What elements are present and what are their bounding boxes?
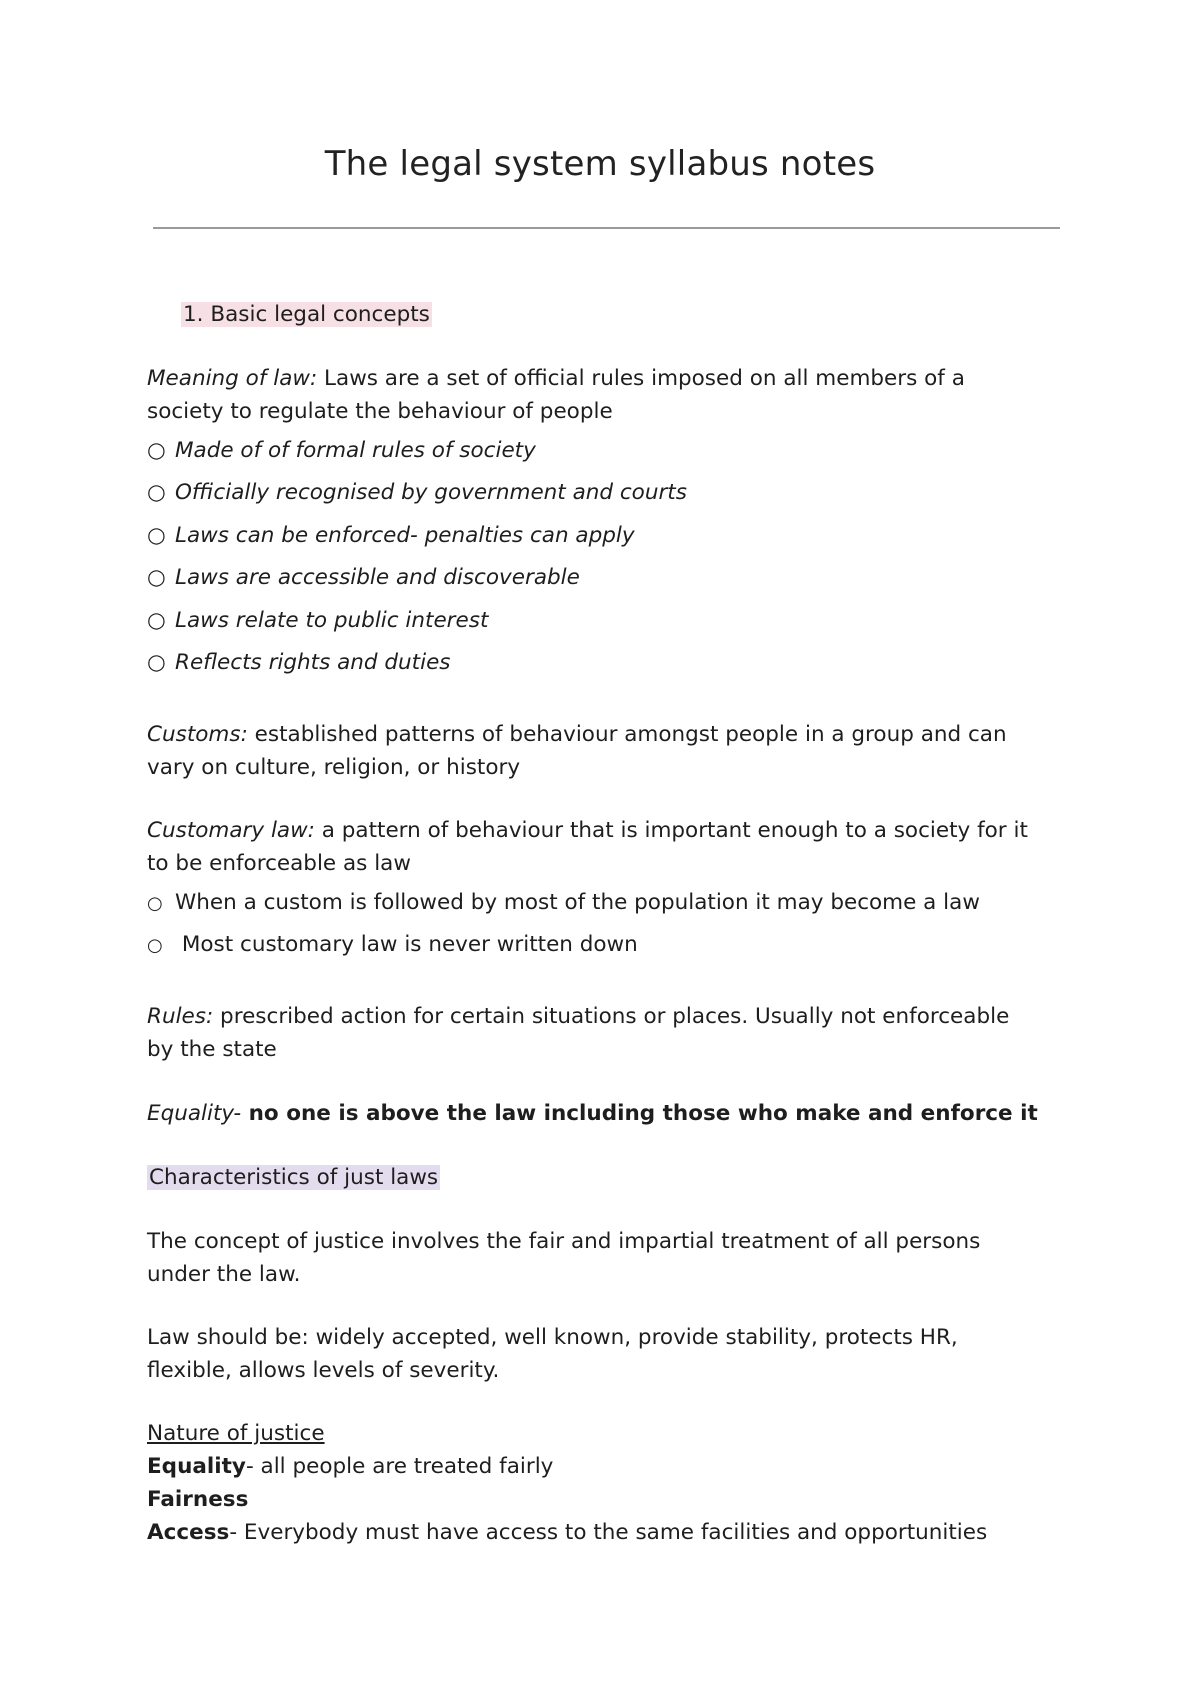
rules-line-1 — [147, 1001, 1009, 1033]
law-bullet-5 — [147, 605, 488, 637]
nature-access-text: - Everybody must have access to the same facilities and opportunities — [229, 1520, 988, 1545]
customary-law-line-1 — [147, 815, 1028, 847]
section-heading-just-laws — [147, 1162, 440, 1194]
law-bullet-1 — [147, 435, 536, 467]
circle-bullet-icon: ○ — [147, 650, 166, 675]
law-bullet-text: Reflects rights and duties — [175, 650, 451, 675]
customary-bullet-2 — [147, 929, 638, 962]
nature-access-line — [147, 1517, 987, 1549]
circle-bullet-icon: ○ — [147, 935, 163, 956]
law-bullet-2 — [147, 477, 687, 509]
customary-bullet-text: Most customary law is never written down — [175, 932, 638, 957]
customary-bullet-text: When a custom is followed by most of the population it may become a law — [175, 890, 980, 915]
justice-line-2: under the law. — [147, 1262, 301, 1287]
meaning-of-law-text: Laws are a set of official rules imposed on all members of a — [317, 366, 965, 391]
section-heading-basic-concepts — [181, 299, 432, 331]
rules-text: prescribed action for certain situations or places. Usually not enforceable — [213, 1004, 1010, 1029]
circle-bullet-icon: ○ — [147, 523, 166, 548]
equality-term: Equality- — [147, 1101, 242, 1126]
title-divider — [153, 227, 1060, 229]
circle-bullet-icon: ○ — [147, 893, 163, 914]
nature-of-justice-heading: Nature of justice — [147, 1421, 325, 1446]
customs-line-2: vary on culture, religion, or history — [147, 755, 521, 780]
law-bullet-text: Laws can be enforced- penalties can apply — [175, 523, 635, 548]
customary-law-text: a pattern of behaviour that is important enough to a society for it — [314, 818, 1028, 843]
nature-equality-term: Equality — [147, 1454, 246, 1479]
customary-law-term: Customary law: — [147, 818, 315, 843]
law-should-line-1: Law should be: widely accepted, well known, provide stability, protects HR, — [147, 1325, 958, 1350]
law-bullet-text: Made of of formal rules of society — [175, 438, 536, 463]
law-bullet-text: Laws are accessible and discoverable — [175, 565, 580, 590]
law-should-line-2: flexible, allows levels of severity. — [147, 1358, 500, 1383]
page-title: The legal system syllabus notes — [324, 144, 876, 184]
equality-text: no one is above the law including those who make and enforce it — [241, 1101, 1038, 1126]
circle-bullet-icon: ○ — [147, 608, 166, 633]
customs-line-1 — [147, 719, 1007, 751]
customs-term: Customs: — [147, 722, 248, 747]
law-bullet-text: Laws relate to public interest — [175, 608, 489, 633]
section-heading-label: Characteristics of just laws — [149, 1165, 439, 1190]
nature-equality-text: - all people are treated fairly — [245, 1454, 554, 1479]
law-bullet-3 — [147, 520, 635, 552]
meaning-of-law-line-1 — [147, 363, 965, 395]
law-bullet-4 — [147, 562, 580, 594]
circle-bullet-icon: ○ — [147, 565, 166, 590]
customary-law-line-2: to be enforceable as law — [147, 851, 411, 876]
nature-fairness-line: Fairness — [147, 1487, 249, 1512]
section-heading-label: 1. Basic legal concepts — [183, 302, 430, 327]
circle-bullet-icon: ○ — [147, 438, 166, 463]
law-bullet-text: Officially recognised by government and courts — [175, 480, 687, 505]
justice-line-1: The concept of justice involves the fair and impartial treatment of all persons — [147, 1229, 981, 1254]
customary-bullet-1 — [147, 887, 980, 920]
customs-text: established patterns of behaviour amongst people in a group and can — [247, 722, 1007, 747]
circle-bullet-icon: ○ — [147, 480, 166, 505]
meaning-of-law-line-2: society to regulate the behaviour of people — [147, 399, 613, 424]
equality-line — [147, 1098, 1038, 1130]
nature-access-term: Access — [147, 1520, 230, 1545]
meaning-of-law-term: Meaning of law: — [147, 366, 318, 391]
rules-line-2: by the state — [147, 1037, 277, 1062]
rules-term: Rules: — [147, 1004, 214, 1029]
nature-equality-line — [147, 1451, 553, 1483]
law-bullet-6 — [147, 647, 451, 679]
